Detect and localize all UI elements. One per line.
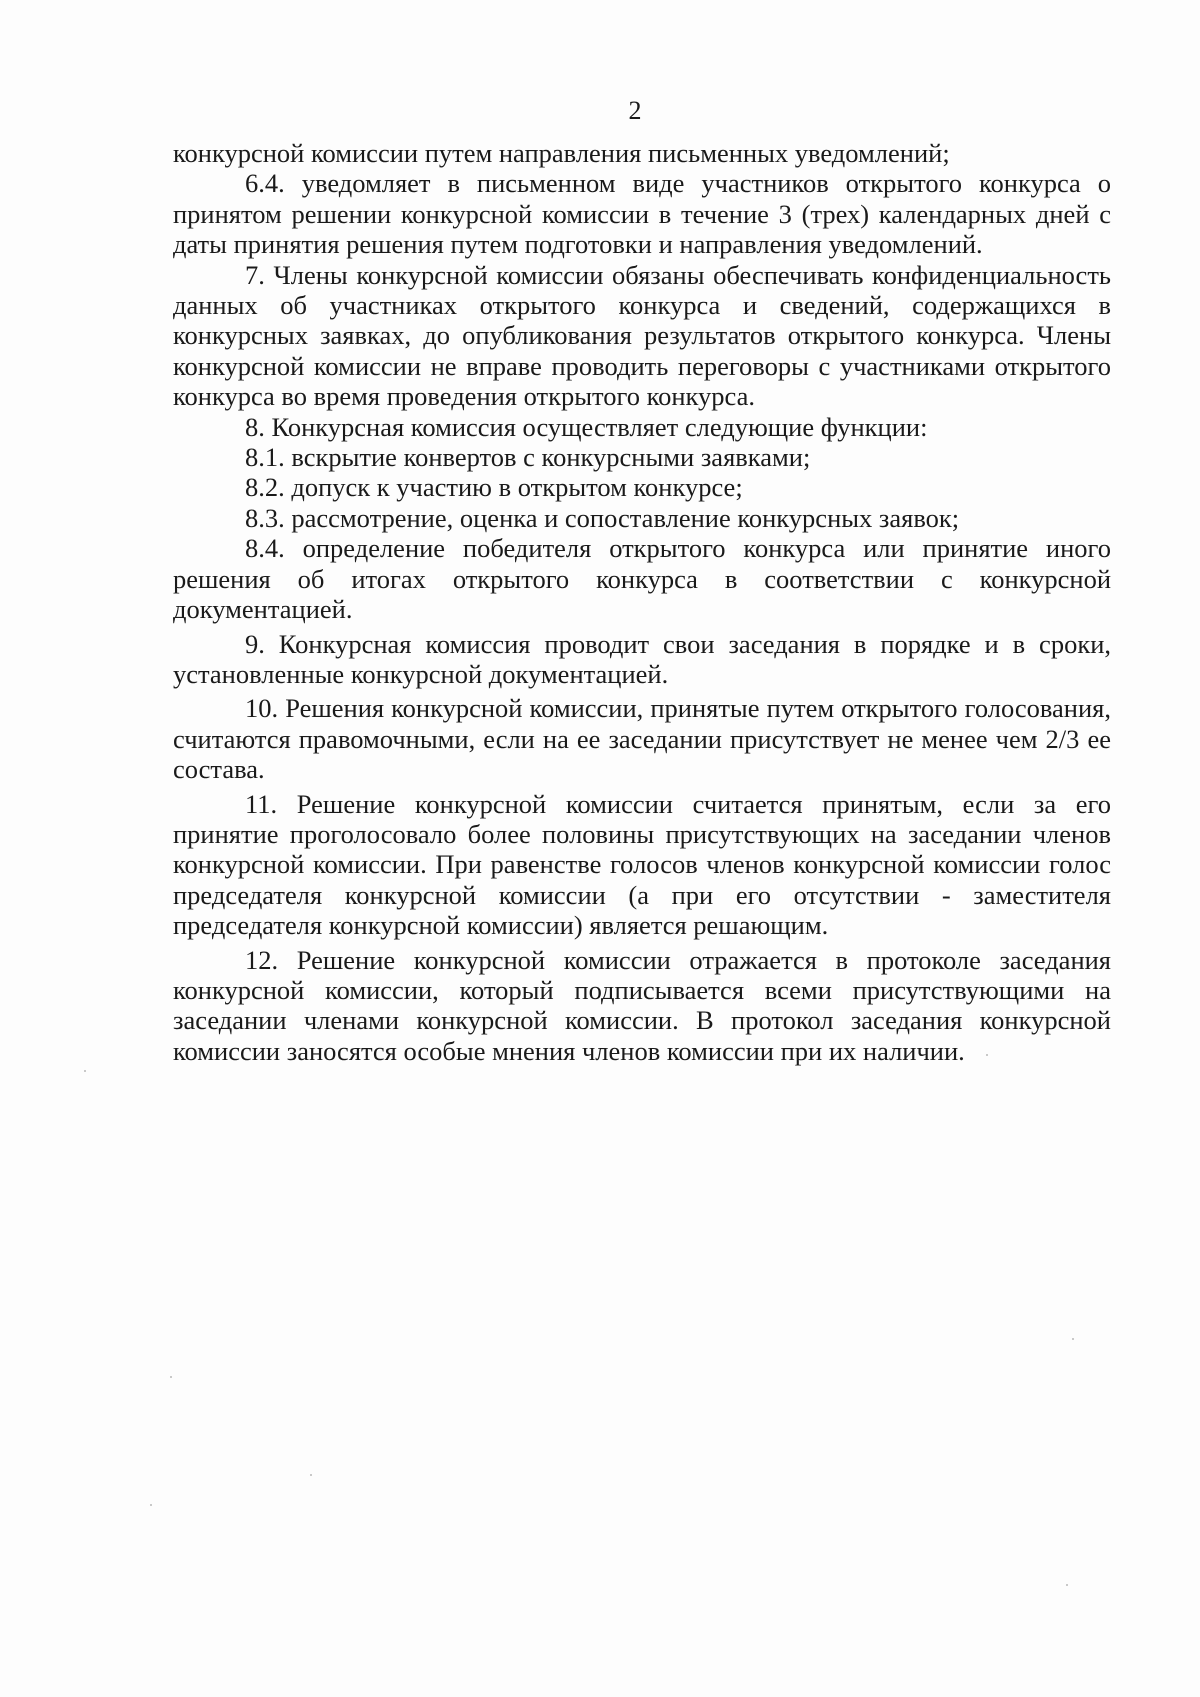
scan-speck — [1072, 1338, 1074, 1340]
scan-speck — [150, 1504, 152, 1506]
paragraph-8: 8. Конкурсная комиссия осуществляет следующие функции: — [245, 411, 928, 442]
paragraph-11: 11. Решение конкурсной комиссии считается принятым, если за его принятие проголосовало более половины присутствующих на заседании членов конкурсной комиссии. При равенстве голосов членов конкурсной комиссии голос председателя конкурсной комиссии (а при его отсутствии - заместителя председателя конкурсной комиссии) является решающим. — [173, 788, 1111, 941]
paragraph-8-4: 8.4. определение победителя открытого конкурса или принятие иного решения об итогах открытого конкурса в соответствии с конкурсной документацией. — [173, 533, 1111, 625]
scan-speck — [1066, 1584, 1068, 1586]
paragraph-8-3: 8.3. рассмотрение, оценка и сопоставление конкурсных заявок; — [245, 502, 960, 533]
scan-speck — [84, 1070, 86, 1072]
page-number: 2 — [628, 96, 642, 125]
paragraph-8-1: 8.1. вскрытие конвертов с конкурсными заявками; — [245, 442, 811, 473]
paragraph-6-4: 6.4. уведомляет в письменном виде участников открытого конкурса о принятом решении конкурсной комиссии в течение 3 (трех) календарных дней с даты принятия решения путем подготовки и направления уведомлений. — [173, 168, 1111, 260]
scan-speck — [310, 1474, 312, 1476]
paragraph-10: 10. Решения конкурсной комиссии, принятые путем открытого голосования, считаются правомочными, если на ее заседании присутствует не менее чем 2/3 ее состава. — [173, 693, 1111, 785]
scan-speck — [986, 1054, 988, 1056]
paragraph-continuation: конкурсной комиссии путем направления письменных уведомлений; — [173, 138, 950, 168]
paragraph-8-2: 8.2. допуск к участию в открытом конкурсе; — [245, 472, 743, 503]
paragraph-12: 12. Решение конкурсной комиссии отражается в протоколе заседания конкурсной комиссии, который подписывается всеми присутствующими на заседании членами конкурсной комиссии. В протокол заседания конкурсной комиссии заносятся особые мнения членов комиссии при их наличии. — [173, 944, 1111, 1066]
scan-speck — [170, 1376, 172, 1378]
document-body — [173, 138, 1111, 1066]
paragraph-9: 9. Конкурсная комиссия проводит свои заседания в порядке и в сроки, установленные конкурсной документацией. — [173, 628, 1111, 689]
paragraph-7: 7. Члены конкурсной комиссии обязаны обеспечивать конфиденциальность данных об участниках открытого конкурса и сведений, содержащихся в конкурсных заявках, до опубликования результатов открытого конкурса. Члены конкурсной комиссии не вправе проводить переговоры с участниками открытого конкурса во время проведения открытого конкурса. — [173, 259, 1111, 412]
